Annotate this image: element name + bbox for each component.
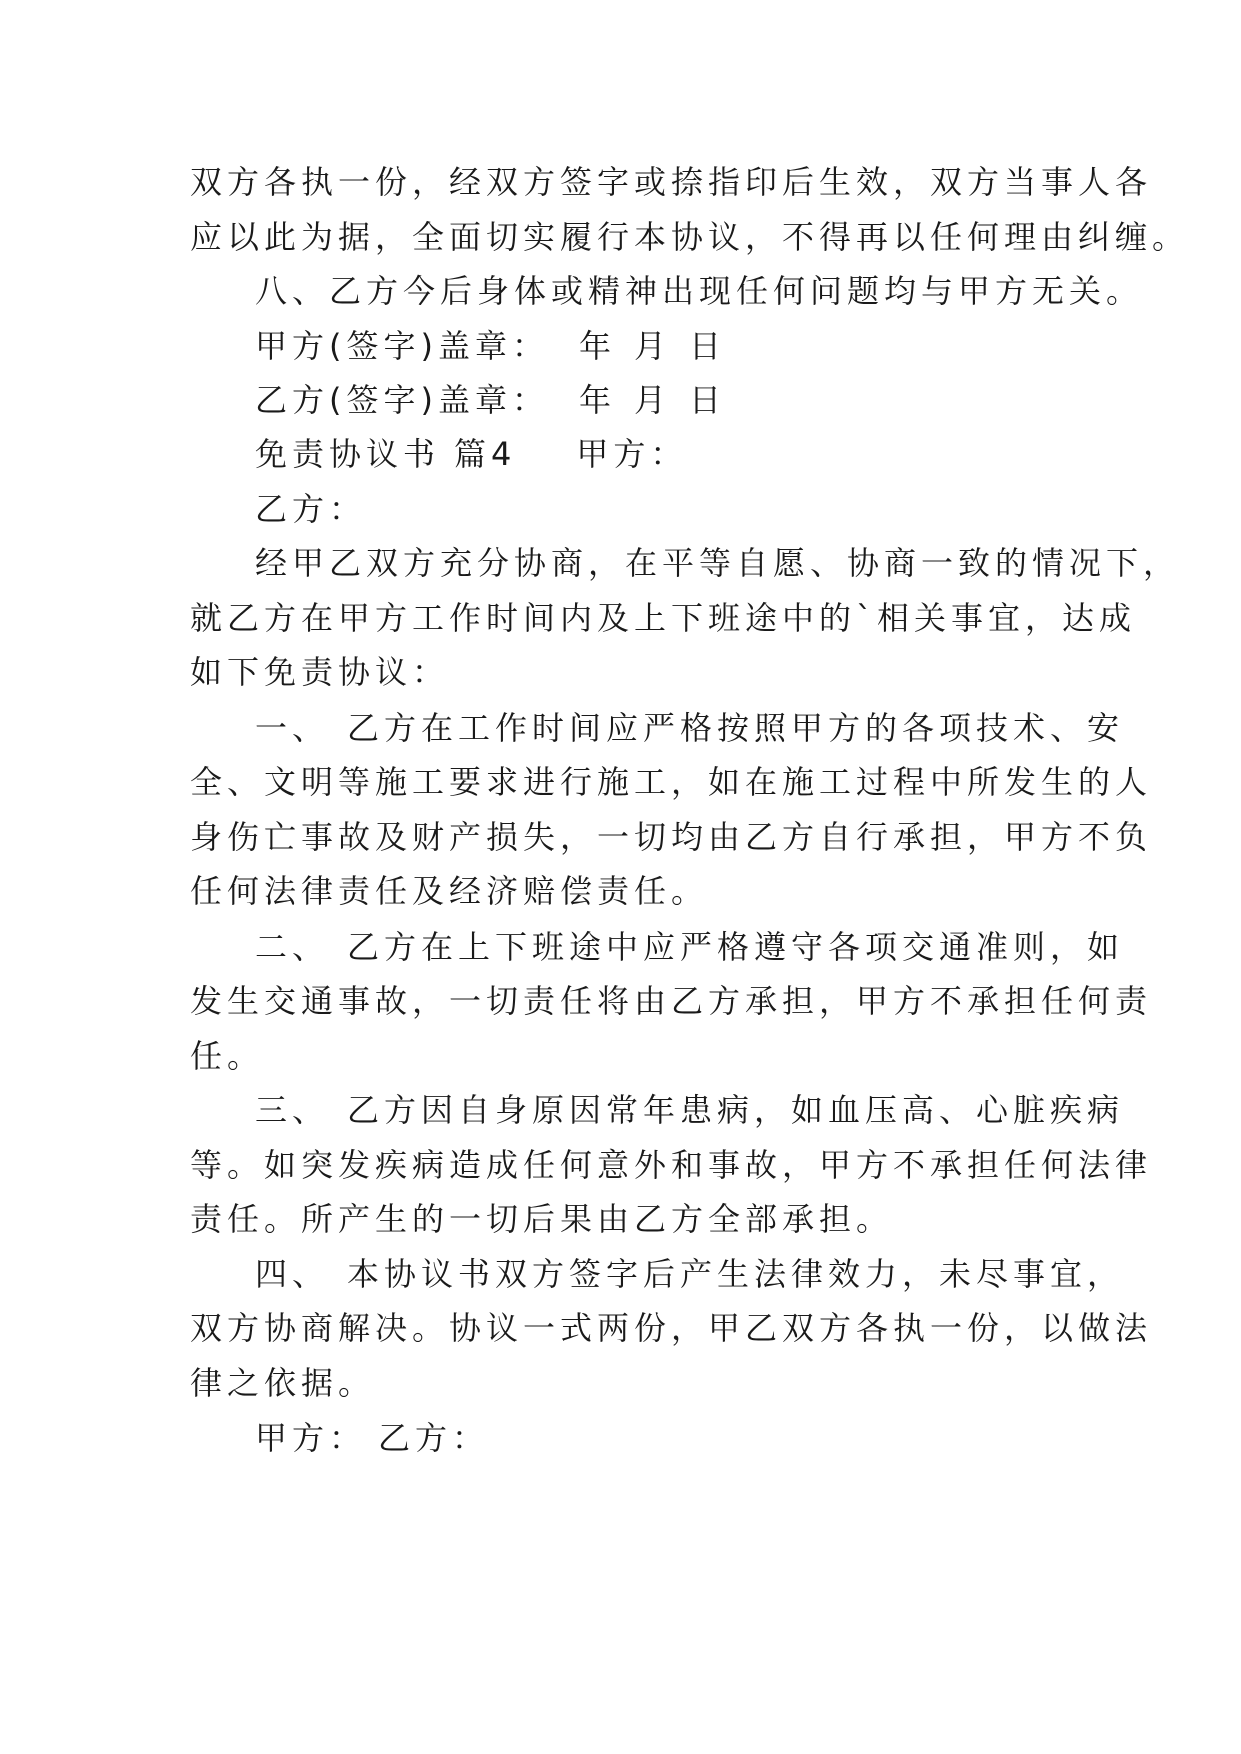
text-line: 八、乙方今后身体或精神出现任何问题均与甲方无关。 — [255, 272, 1144, 310]
text-line: 双方协商解决。协议一式两份，甲乙双方各执一份，以做法 — [190, 1309, 1153, 1347]
clause-1: 一、 乙方在工作时间应严格按照甲方的各项技术、安 — [255, 709, 1125, 747]
text-line: 任。 — [190, 1037, 265, 1075]
clause-3: 三、 乙方因自身原因常年患病，如血压高、心脏疾病 — [255, 1091, 1125, 1129]
text-line: 身伤亡事故及财产损失，一切均由乙方自行承担，甲方不负 — [190, 818, 1153, 856]
text-line: 双方各执一份，经双方签字或捺指印后生效，双方当事人各 — [190, 163, 1153, 201]
text-line: 就乙方在甲方工作时间内及上下班途中的`相关事宜，达成 — [190, 599, 1137, 637]
text-line: 律之依据。 — [190, 1364, 376, 1402]
clause-4: 四、 本协议书双方签字后产生法律效力，未尽事宜， — [255, 1255, 1125, 1293]
text-line: 等。如突发疾病造成任何意外和事故，甲方不承担任何法律 — [190, 1146, 1153, 1184]
text-line: 全、文明等施工要求进行施工，如在施工过程中所发生的人 — [190, 763, 1153, 801]
text-line: 责任。所产生的一切后果由乙方全部承担。 — [190, 1200, 894, 1238]
signature-line-party-b: 乙方(签字)盖章： 年 月 日 — [255, 381, 727, 419]
signature-line-final: 甲方： 乙方： — [255, 1419, 490, 1457]
clause-2: 二、 乙方在上下班途中应严格遵守各项交通准则，如 — [255, 928, 1125, 966]
text-line: 如下免责协议： — [190, 653, 450, 691]
section-heading: 免责协议书 篇4 甲方： — [255, 435, 688, 473]
text-line: 应以此为据，全面切实履行本协议，不得再以任何理由纠缠。 — [190, 218, 1190, 256]
text-line: 发生交通事故，一切责任将由乙方承担，甲方不承担任何责 — [190, 982, 1153, 1020]
signature-line-party-a: 甲方(签字)盖章： 年 月 日 — [255, 327, 727, 365]
text-line: 任何法律责任及经济赔偿责任。 — [190, 872, 709, 910]
text-line: 乙方： — [255, 490, 367, 528]
text-line: 经甲乙双方充分协商，在平等自愿、协商一致的情况下， — [255, 544, 1181, 582]
